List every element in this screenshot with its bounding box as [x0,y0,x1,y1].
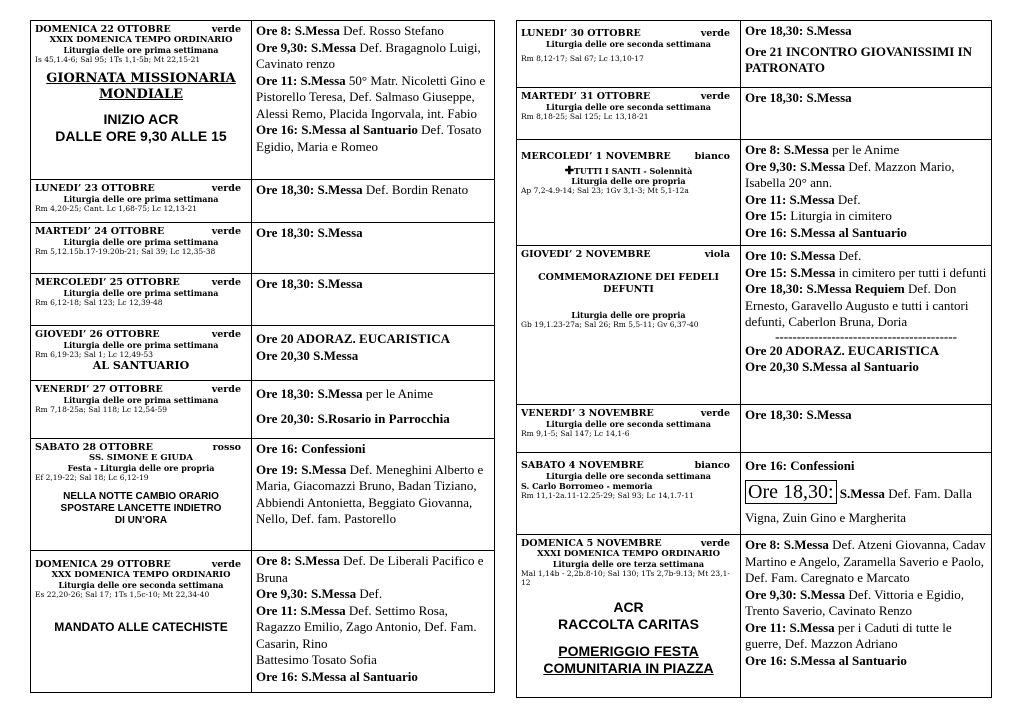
mass-line: Ore 18,30: S.Messa Def. Fam. Dalla Vigna, Zuin Gino e Margherita [745,480,972,525]
note-lancette: SPOSTARE LANCETTE INDIETRO [60,503,222,514]
mass-line: Ore 16: S.Messa al Santuario [745,224,907,240]
liturgy: Liturgia delle ore seconda settimana [546,419,711,429]
readings: Is 45,1.4-6; Sal 95; 1Ts 1,1-5b; Mt 22,15-21 [35,55,201,64]
day-info [517,535,741,697]
readings: Rm 6,12-18; Sal 123; Lc 12,39-48 [35,298,163,307]
liturgy: Liturgia delle ore seconda settimana [546,39,711,49]
day-subtitle: XXIX DOMENICA TEMPO ORDINARIO [49,35,233,45]
readings: Rm 8,12-17; Sal 67; Lc 13,10-17 [521,54,644,63]
liturgy: Liturgia delle ore prima settimana [63,288,219,298]
mass-line: Ore 10: S.Messa Def. [745,248,862,263]
masses [252,274,494,325]
note-caritas: RACCOLTA CARITAS [557,616,700,632]
mass-line: Ore 20,30 S.Messa [256,347,359,363]
note-piazza: COMUNITARIA IN PIAZZA [543,660,714,676]
day-header: GIOVEDI’ 26 OTTOBRE verde [35,329,241,340]
cross-icon: ✚ [564,164,574,177]
day-info [31,274,252,325]
day-row-domenica-22 [31,21,494,180]
right-column [516,20,992,698]
masses [741,405,991,452]
liturgy: Liturgia delle ore prima settimana [63,340,219,350]
liturgy: Liturgia delle ore terza settimana [552,559,705,569]
day-header: DOMENICA 29 OTTOBRE verde [35,559,241,570]
mass-line: Ore 8: S.Messa Def. De Liberali Pacifico e Bruna [256,553,484,585]
mass-line: Ore 8: S.Messa per le Anime [745,142,900,157]
readings: Rm 11,1-2a.11-12.25-29; Sal 93; Lc 14,1.7-11 [521,491,694,500]
masses [252,223,494,273]
note-giornata: GIORNATA MISSIONARIA [46,71,236,86]
day-row-domenica-5 [517,535,991,697]
masses [741,453,991,534]
day-header: VENERDI’ 3 NOVEMBRE verde [521,408,730,419]
mass-line: Ore 16: Confessioni [256,441,366,456]
day-subtitle: ✚TUTTI I SANTI - Solennità [564,164,693,177]
day-header: LUNEDI’ 30 OTTOBRE verde [521,28,730,39]
mass-line: Ore 20,30: S.Rosario in Parrocchia [256,410,450,426]
day-row-sabato-28 [31,439,494,551]
separator: ------------------------------------------ [775,328,957,344]
day-subtitle: XXXI DOMENICA TEMPO ORDINARIO [536,549,721,559]
mass-line: Ore 19: S.Messa Def. Meneghini Alberto e Maria, Giacomazzi Bruno, Badan Tiziano, Abbiendi Antonietta, Beggiato Giovanna, Nello, Def. fam. Pastorello [256,461,484,526]
day-header: GIOVEDI’ 2 NOVEMBRE viola [521,249,730,260]
liturgy: Liturgia delle ore propria [571,176,686,186]
readings: Ef 2,19-22; Sal 18; Lc 6,12-19 [35,473,149,482]
mass-line: Ore 9,30: S.Messa Def. Vittoria e Egidio, Trento Saverio, Cavinato Renzo [745,586,964,618]
day-subtitle: S. Carlo Borromeo - memoria [521,481,653,491]
masses [252,326,494,380]
mass-line: Ore 15: S.Messa in cimitero per tutti i defunti [745,264,987,280]
day-info [517,405,741,452]
day-header: LUNEDI’ 23 OTTOBRE verde [35,183,241,194]
mass-line: Ore 15: Liturgia in cimitero [745,208,892,223]
note-orario: DALLE ORE 9,30 ALLE 15 [55,128,227,144]
day-header: DOMENICA 22 OTTOBRE verde [35,24,241,35]
mass-line: Ore 18,30: S.Messa [745,23,852,38]
mass-line: Ore 8: S.Messa Def. Atzeni Giovanna, Cadav Martino e Angelo, Zaramella Saverio e Paolo, Def. Fam. Caregnato e Marcato [745,537,986,585]
mass-line: Ore 11: S.Messa per i Caduti di tutte le guerre, Def. Mazzon Adriano [745,619,952,651]
masses [741,535,991,697]
mass-line: Battesimo Tosato Sofia [256,652,377,667]
day-info [31,326,252,380]
day-header: MERCOLEDI’ 25 OTTOBRE verde [35,277,241,288]
mass-line: Ore 16: S.Messa al Santuario [256,668,418,684]
liturgy: Liturgia delle ore prima settimana [63,194,219,204]
day-info [517,453,741,534]
masses [252,180,494,222]
masses [252,551,494,692]
readings: Mal 1,14b - 2,2b.8-10; Sal 130; 1Ts 2,7b-9.13; Mt 23,1-12 [521,569,730,587]
day-row-martedi-31 [517,88,991,140]
day-info [31,223,252,273]
note-acr: INIZIO ACR [103,111,179,127]
day-info [517,21,741,87]
readings: Rm 4,20-25; Cant. Lc 1,68-75; Lc 12,13-21 [35,204,198,213]
mass-line: Ore 16: Confessioni [745,458,855,473]
day-header: SABATO 28 OTTOBRE rosso [35,442,241,453]
readings: Rm 7,18-25a; Sal 118; Lc 12,54-59 [35,405,168,414]
note-festa: POMERIGGIO FESTA [558,643,699,659]
liturgy: Liturgia delle ore seconda settimana [58,580,224,590]
mass-line: Ore 21 INCONTRO GIOVANISSIMI IN PATRONATO [745,43,973,75]
day-info [517,88,741,139]
day-header: MERCOLEDI’ 1 NOVEMBRE bianco [521,151,730,162]
mass-line: Ore 9,30: S.Messa Def. Mazzon Mario, Isabella 20° ann. [745,158,955,190]
day-header: MARTEDI’ 24 OTTOBRE verde [35,226,241,237]
day-row-giovedi-26 [31,326,494,381]
readings: Gb 19,1.23-27a; Sal 26; Rm 5,5-11; Gv 6,37-40 [521,320,699,329]
mass-line: Ore 11: S.Messa Def. Settimo Rosa, Ragazzo Emilio, Zago Antonio, Def. Fam. Casarin, Rino [256,602,477,651]
left-column [30,20,495,693]
note-mandato: MANDATO ALLE CATECHISTE [54,620,228,634]
day-row-domenica-29 [31,551,494,692]
readings: Rm 9,1-5; Sal 147; Lc 14,1-6 [521,429,630,438]
readings: Ap 7,2-4.9-14; Sal 23; 1Gv 3,1-3; Mt 5,1-12a [521,186,689,195]
masses [741,246,991,404]
mass-line: Ore 16: S.Messa al Santuario Def. Tosato Egidio, Maria e Romeo [256,122,482,154]
mass-line: Ore 18,30: S.Messa Def. Bordin Renato [256,182,469,197]
day-header: VENERDI’ 27 OTTOBRE verde [35,384,241,395]
day-row-mercoledi-1 [517,140,991,246]
day-info [31,381,252,438]
day-row-venerdi-3 [517,405,991,453]
liturgy: Liturgia delle ore seconda settimana [546,102,711,112]
mass-line: Ore 9,30: S.Messa Def. Bragagnolo Luigi, Cavinato renzo [256,39,481,71]
readings: Rm 6,19-23; Sal 1; Lc 12,49-53 [35,350,154,359]
day-header: SABATO 4 NOVEMBRE bianco [521,460,730,471]
day-header: MARTEDI’ 31 OTTOBRE verde [521,91,730,102]
masses [252,381,494,438]
readings: Rm 5,12.15b.17-19.20b-21; Sal 39; Lc 12,35-38 [35,247,216,256]
mass-line: Ore 20 ADORAZ. EUCARISTICA [745,342,940,358]
readings: Es 22,20-26; Sal 17; 1Ts 1,5c-10; Mt 22,34-40 [35,590,210,599]
day-subtitle: COMMEMORAZIONE DEI FEDELI DEFUNTI [538,272,719,295]
mass-line: Ore 18,30: S.Messa per le Anime [256,386,434,401]
note-santuario: AL SANTUARIO [92,359,190,372]
masses [252,439,494,550]
day-info [31,551,252,692]
liturgy: Liturgia delle ore seconda settimana [546,471,711,481]
day-row-sabato-4 [517,453,991,535]
day-row-venerdi-27 [31,381,494,439]
day-row-martedi-24 [31,223,494,274]
masses [252,21,494,179]
liturgy: Liturgia delle ore prima settimana [63,45,219,55]
readings: Rm 8,18-25; Sal 125; Lc 13,18-21 [521,112,649,121]
mass-line: Ore 9,30: S.Messa Def. [256,586,383,601]
note-acr: ACR [613,599,644,615]
mass-line: Ore 20,30 S.Messa al Santuario [745,359,919,374]
liturgy: Festa - Liturgia delle ore propria [67,463,215,473]
day-subtitle: XXX DOMENICA TEMPO ORDINARIO [51,570,231,580]
liturgy: Liturgia delle ore prima settimana [63,237,219,247]
liturgy: Liturgia delle ore propria [571,310,686,320]
day-row-lunedi-30 [517,21,991,88]
masses [741,140,991,245]
mass-line: Ore 18,30: S.Messa Requiem Def. Don Ernesto, Garavello Augusto e tutti i cantori defunti, Caberlon Bruna, Doria [745,281,969,329]
day-header: DOMENICA 5 NOVEMBRE verde [521,538,730,549]
mass-line: Ore 18,30: S.Messa [745,407,852,422]
masses [741,21,991,87]
day-info [517,140,741,245]
mass-line: Ore 20 ADORAZ. EUCARISTICA [256,331,451,346]
day-info [31,180,252,222]
note-mondiale: MONDIALE [98,87,184,102]
note-ora: DI UN’ORA [114,515,168,526]
mass-line: Ore 16: S.Messa al Santuario [745,652,907,668]
day-subtitle: SS. SIMONE E GIUDA [89,453,193,463]
boxed-time: Ore 18,30: [745,480,837,504]
day-info [31,439,252,550]
mass-line: Ore 11: S.Messa Def. [745,191,861,207]
day-info [517,246,741,404]
day-info [31,21,252,179]
mass-line: Ore 18,30: S.Messa [745,90,852,105]
liturgy: Liturgia delle ore prima settimana [63,395,219,405]
note-cambio-orario: NELLA NOTTE CAMBIO ORARIO [63,491,219,502]
mass-line: Ore 8: S.Messa Def. Rosso Stefano [256,23,444,38]
mass-line: Ore 18,30: S.Messa [256,276,363,291]
mass-line: Ore 11: S.Messa 50° Matr. Nicoletti Gino e Pistorello Teresa, Def. Salmaso Giuseppe, Alessi Remo, Placida Ingorvala, int. Fabio [256,72,486,121]
mass-line: Ore 18,30: S.Messa [256,225,363,240]
day-row-mercoledi-25 [31,274,494,326]
day-row-lunedi-23 [31,180,494,223]
day-row-giovedi-2 [517,246,991,405]
masses [741,88,991,139]
